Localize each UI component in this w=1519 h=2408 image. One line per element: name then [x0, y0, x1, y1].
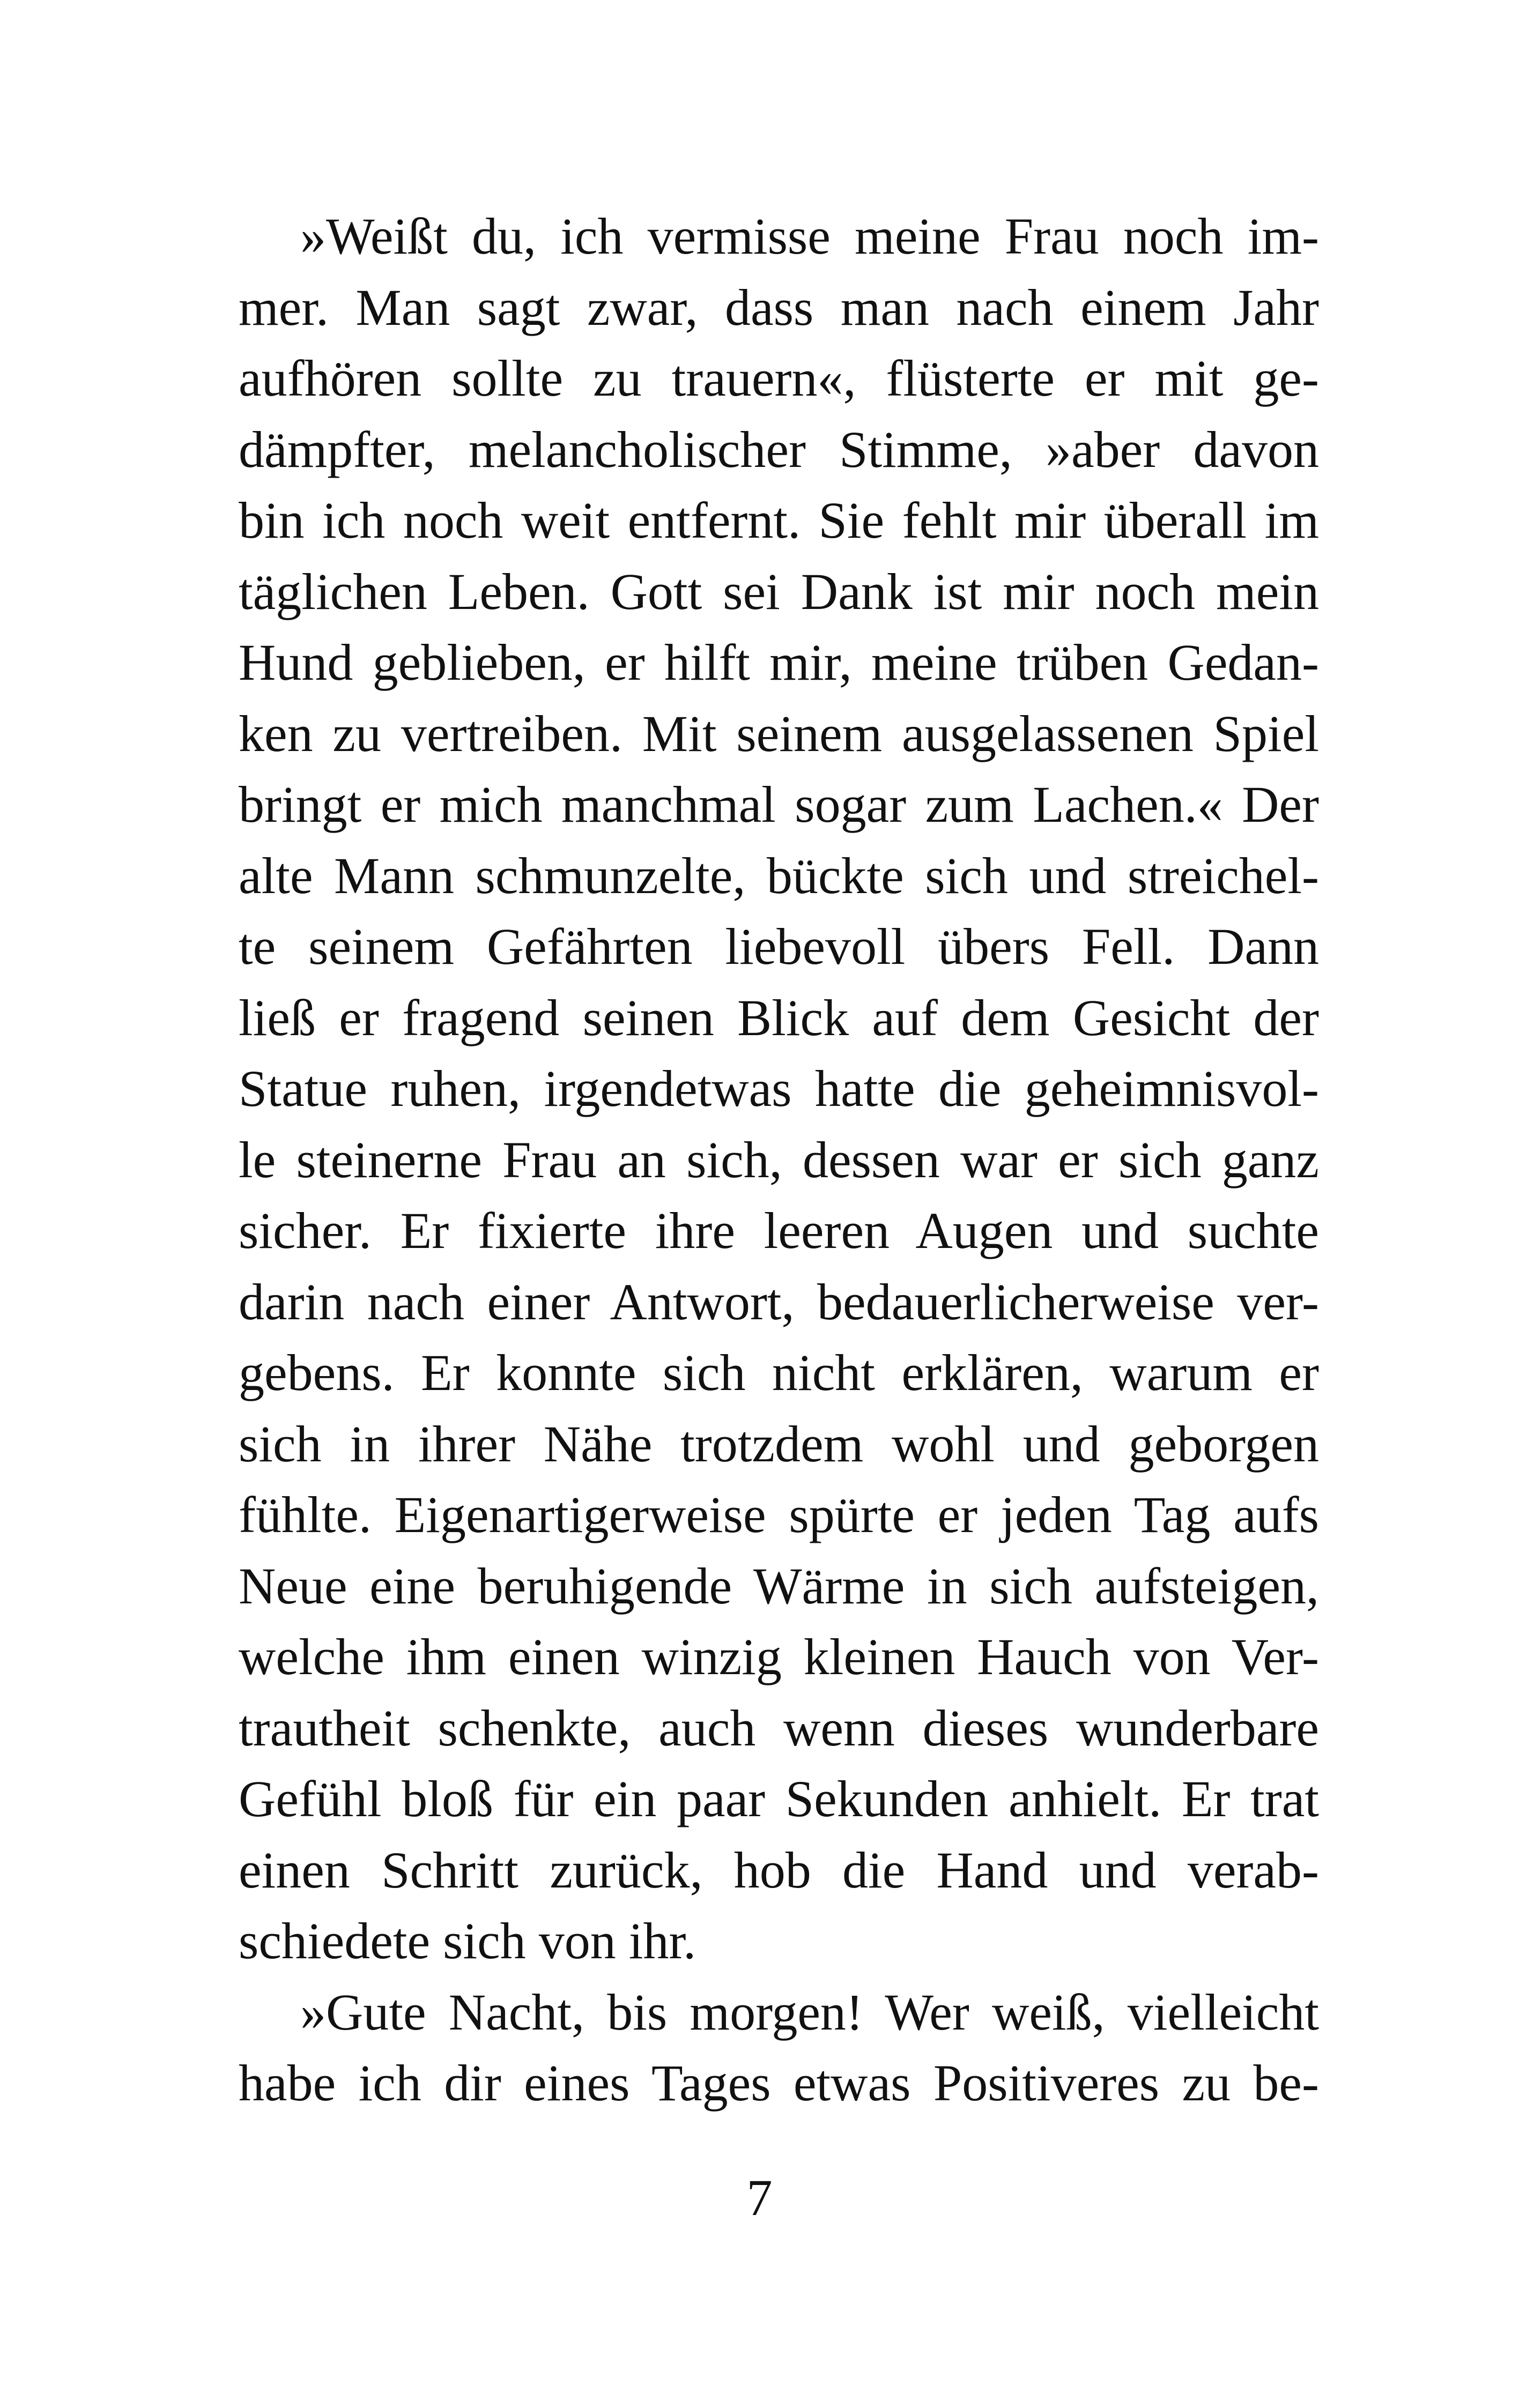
- text-line: fühlte. Eigenartigerweise spürte er jeden Tag aufs: [239, 1486, 1319, 1543]
- text-line: Neue eine beruhigende Wärme in sich aufsteigen,: [239, 1557, 1319, 1615]
- text-line: bringt er mich manchmal sogar zum Lachen.« Der: [239, 776, 1319, 833]
- text-line: schiedete sich von ihr.: [239, 1912, 696, 1969]
- text-line: te seinem Gefährten liebevoll übers Fell. Dann: [239, 918, 1319, 975]
- text-line: welche ihm einen winzig kleinen Hauch von Ver-: [239, 1628, 1319, 1685]
- text-line: mer. Man sagt zwar, dass man nach einem Jahr: [239, 278, 1319, 336]
- text-line: täglichen Leben. Gott sei Dank ist mir noch mein: [239, 562, 1319, 620]
- body-text: [239, 201, 1319, 2119]
- text-line: gebens. Er konnte sich nicht erklären, warum er: [239, 1344, 1319, 1401]
- page-number: 7: [746, 2169, 773, 2226]
- text-line: dämpfter, melancholischer Stimme, »aber davon: [239, 420, 1319, 478]
- text-line: »Weißt du, ich vermisse meine Frau noch im-: [300, 207, 1319, 265]
- text-line: ließ er fragend seinen Blick auf dem Gesicht der: [239, 989, 1319, 1046]
- text-line: »Gute Nacht, bis morgen! Wer weiß, vielleicht: [300, 1983, 1319, 2041]
- text-line: alte Mann schmunzelte, bückte sich und streichel-: [239, 846, 1319, 904]
- text-line: le steinerne Frau an sich, dessen war er sich ganz: [239, 1131, 1319, 1188]
- text-line: aufhören sollte zu trauern«, flüsterte er mit ge-: [239, 350, 1319, 407]
- text-line: darin nach einer Antwort, bedauerlicherweise ver-: [239, 1273, 1319, 1331]
- text-line: trautheit schenkte, auch wenn dieses wunderbare: [239, 1699, 1319, 1757]
- text-line: sicher. Er fixierte ihre leeren Augen und suchte: [239, 1202, 1319, 1259]
- text-line: Gefühl bloß für ein paar Sekunden anhielt. Er trat: [239, 1770, 1319, 1827]
- text-line: habe ich dir eines Tages etwas Positiveres zu be-: [239, 2054, 1319, 2112]
- text-line: einen Schritt zurück, hob die Hand und verab-: [239, 1841, 1319, 1899]
- text-line: bin ich noch weit entfernt. Sie fehlt mir überall im: [239, 492, 1319, 549]
- text-line: Hund geblieben, er hilft mir, meine trüben Gedan-: [239, 634, 1319, 691]
- text-line: sich in ihrer Nähe trotzdem wohl und geborgen: [239, 1415, 1319, 1473]
- text-line: Statue ruhen, irgendetwas hatte die geheimnisvol-: [239, 1060, 1319, 1117]
- text-line: ken zu vertreiben. Mit seinem ausgelassenen Spiel: [239, 704, 1319, 762]
